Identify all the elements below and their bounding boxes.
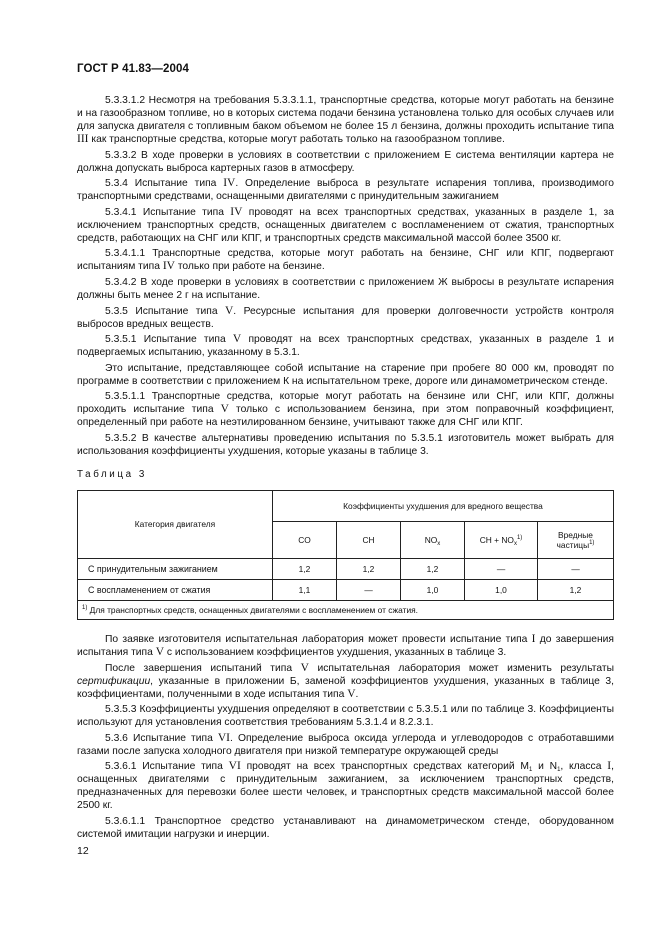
table-header-category: Категория двигателя — [78, 490, 273, 558]
paragraph: 5.3.5.1.1 Транспортные средства, которые могут работать на бензине или СНГ, или КПГ, должны проходить испытание типа V только с использованием бензина, при этом поправочный коэффициент, определенный при работе на неэтилированном бензине, учитывают также для СНГ или КПГ. — [77, 391, 614, 429]
document-body — [77, 94, 614, 844]
paragraph: 5.3.5.1 Испытание типа V проводят на всех транспортных средствах, указанных в разделе 1 и подвергаемых испытанию, указанному в 5.3.1. — [77, 333, 614, 359]
paragraph: 5.3.3.1.2 Несмотря на требования 5.3.3.1.1, транспортные средства, которые могут работать на бензине и на газообразном топливе, но в которых система подачи бензина установлена только для особых случаев или для запуска двигателя с топливным баком объемом не более 15 л бензина, должны проходить испытание типа III как транспортные средства, которые могут работать только на газообразном топливе. — [77, 95, 614, 145]
paragraph: 5.3.5.2 В качестве альтернативы проведению испытания по 5.3.5.1 изготовитель может выбрать для использования коэффициенты ухудшения, которые указаны в таблице 3. — [77, 432, 614, 457]
paragraph: 5.3.5 Испытание типа V. Ресурсные испытания для проверки долговечности устройств контроля выбросов вредных веществ. — [77, 304, 614, 330]
paragraph: 5.3.5.3 Коэффициенты ухудшения определяют в соответствии с 5.3.5.1 или по таблице 3. Коэффициенты используют для установления соответствия требованиям 5.3.1.4 и 8.2.3.1. — [77, 704, 614, 729]
paragraph: 5.3.6.1 Испытание типа VI проводят на всех транспортных средствах категорий $M_1$ и $N_1$, класса I, оснащенных двигателями с принудительным зажиганием, за исключением транспортных средств, предназначенных для перевозки более шести человек, и транспортных средств максимальной массой более 2500 кг. — [77, 760, 614, 812]
paragraph: Это испытание, представляющее собой испытание на старение при пробеге 80 000 км, проводят по программе в соответствии с приложением К на испытательном треке, дороге или динамометрическом стенде. — [77, 362, 614, 387]
paragraph: 5.3.4.2 В ходе проверки в условиях в соответствии с приложением Ж выбросы в результате испарения должны быть менее 2 г на испытание. — [77, 276, 614, 301]
paragraph: 5.3.3.2 В ходе проверки в условиях в соответствии с приложением Е система вентиляции картера не должна допускать выброса картерных газов в атмосферу. — [77, 149, 614, 174]
deterioration-factors-table — [77, 490, 614, 620]
table-header-group: Коэффициенты ухудшения для вредного вещества — [273, 490, 614, 521]
table-row: С принудительным зажиганием 1,2 1,2 1,2 — — — [78, 558, 614, 579]
table-header-ch-nox: CH + $NO_x^{1)}$ — [465, 521, 538, 558]
paragraph: После завершения испытаний типа V испытательная лаборатория может изменить результаты сертификации, указанные в приложении Б, заменой коэффициентов ухудшения, указанных в таблице 3, коэффициентами, полученными в ходе испытания типа V. — [77, 661, 614, 700]
table-header-co: CO — [273, 521, 337, 558]
table-row: С воспламенением от сжатия 1,1 — 1,0 1,0 1,2 — [78, 579, 614, 600]
paragraph: По заявке изготовителя испытательная лаборатория может провести испытание типа I до завершения испытания типа V с использованием коэффициентов ухудшения, указанных в таблице 3. — [77, 632, 614, 658]
paragraph: 5.3.4.1 Испытание типа IV проводят на всех транспортных средствах, указанных в разделе 1, за исключением транспортных средств, оснащенных двигателем с воспламенением от сжатия, транспортных средств, работающих на СНГ или КПГ, и транспортных средств максимальной массой более 3500 кг. — [77, 205, 614, 244]
table-header-nox: $NO_x$ — [401, 521, 465, 558]
table-footnote-row — [78, 600, 614, 619]
paragraph: 5.3.6.1.1 Транспортное средство устанавливают на динамометрическом стенде, оборудованном системой имитации нагрузки и инерции. — [77, 815, 614, 840]
paragraph: 5.3.4.1.1 Транспортные средства, которые могут работать на бензине, СНГ или КПГ, подвергают испытаниям типа IV только при работе на бензине. — [77, 248, 614, 273]
paragraph: 5.3.4 Испытание типа IV. Определение выброса в результате испарения топлива, производимого транспортными средствами, оснащенными двигателями с принудительным зажиганием — [77, 177, 614, 203]
page-number: 12 — [77, 845, 89, 857]
table-footnote: $^{1)}$ Для транспортных средств, оснащенных двигателями с воспламенением от сжатия. — [78, 600, 614, 619]
table-header-row — [78, 490, 614, 521]
paragraph: 5.3.6 Испытание типа VI. Определение выброса оксида углерода и углеводородов с отработавшими газами после запуска холодного двигателя при низкой температуре окружающей среды — [77, 731, 614, 757]
table-header-particulates: Вредные частицы$^{1)}$ — [538, 521, 614, 558]
table-caption: Таблица 3 — [77, 468, 147, 480]
document-header: ГОСТ Р 41.83—2004 — [77, 63, 189, 75]
table-header-ch: CH — [337, 521, 401, 558]
